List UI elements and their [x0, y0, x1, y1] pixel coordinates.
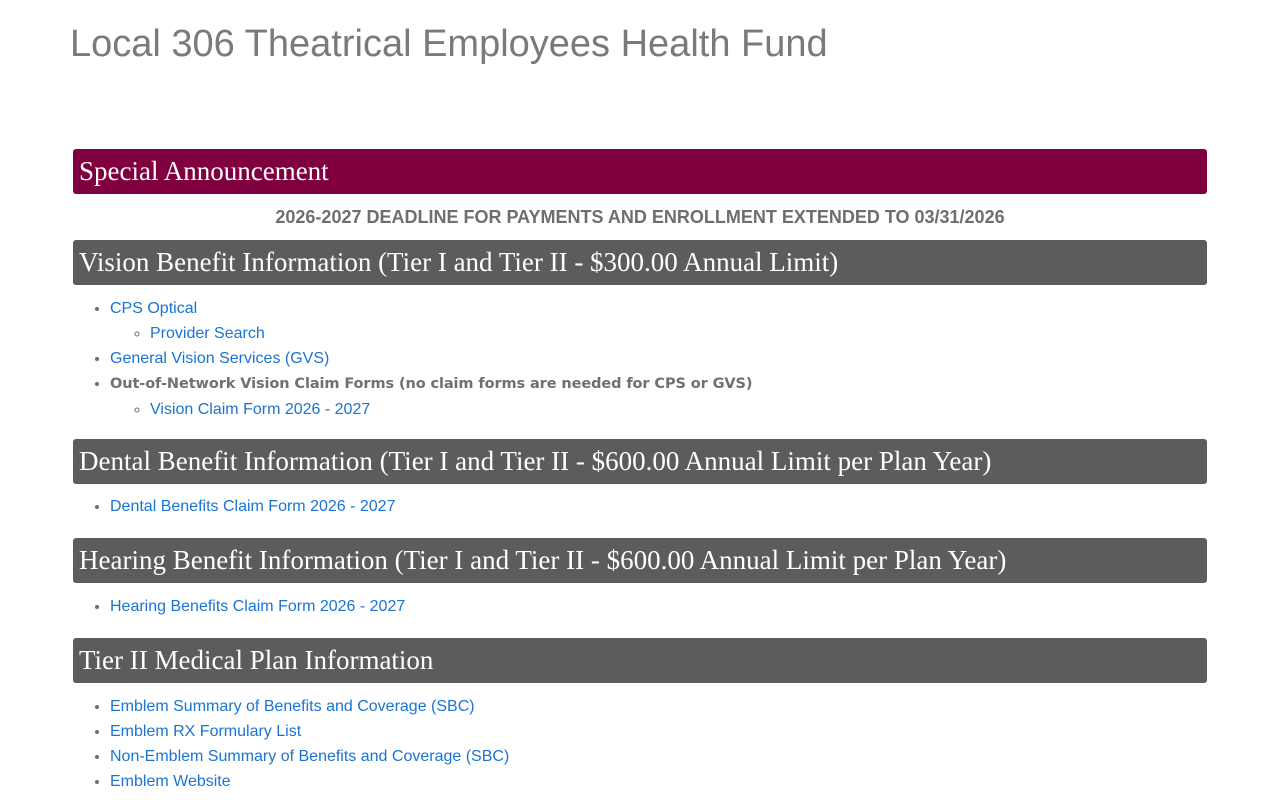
list-item — [110, 594, 405, 619]
vision-claim-form-link[interactable]: Vision Claim Form 2026 - 2027 — [150, 401, 371, 418]
list-item — [110, 371, 752, 422]
provider-search-link[interactable]: Provider Search — [150, 325, 265, 342]
oon-vision-label: Out-of-Network Vision Claim Forms (no claim forms are needed for CPS or GVS) — [110, 376, 753, 392]
oon-sublist — [110, 397, 752, 422]
site-title: Local 306 Theatrical Employees Health Fund — [70, 23, 828, 65]
emblem-sbc-link[interactable]: Emblem Summary of Benefits and Coverage (SBC) — [110, 698, 475, 715]
list-item — [110, 769, 509, 794]
gvs-link[interactable]: General Vision Services (GVS) — [110, 350, 330, 367]
dental-claim-form-link[interactable]: Dental Benefits Claim Form 2026 - 2027 — [110, 498, 396, 515]
emblem-rx-formulary-link[interactable]: Emblem RX Formulary List — [110, 723, 302, 740]
announcement-heading: Special Announcement — [73, 149, 1207, 194]
hearing-heading: Hearing Benefit Information (Tier I and Tier II - $600.00 Annual Limit per Plan Year) — [73, 538, 1207, 583]
hearing-list — [70, 594, 405, 619]
dental-list — [70, 494, 395, 519]
list-item — [110, 346, 752, 371]
hearing-claim-form-link[interactable]: Hearing Benefits Claim Form 2026 - 2027 — [110, 598, 406, 615]
announcement-text: 2026-2027 DEADLINE FOR PAYMENTS AND ENROLLMENT EXTENDED TO 03/31/2026 — [275, 207, 1005, 227]
dental-heading: Dental Benefit Information (Tier I and Tier II - $600.00 Annual Limit per Plan Year) — [73, 439, 1207, 484]
vision-heading: Vision Benefit Information (Tier I and Tier II - $300.00 Annual Limit) — [73, 240, 1207, 285]
list-item — [110, 744, 509, 769]
list-item — [150, 397, 752, 422]
non-emblem-sbc-link[interactable]: Non-Emblem Summary of Benefits and Coverage (SBC) — [110, 748, 510, 765]
list-item — [150, 321, 752, 346]
medical-list — [70, 694, 509, 794]
list-item — [110, 296, 752, 346]
medical-heading: Tier II Medical Plan Information — [73, 638, 1207, 683]
cps-optical-link[interactable]: CPS Optical — [110, 300, 198, 317]
emblem-website-link[interactable]: Emblem Website — [110, 773, 231, 790]
cps-sublist — [110, 321, 752, 346]
list-item — [110, 719, 509, 744]
list-item — [110, 494, 395, 519]
vision-list — [70, 296, 752, 422]
list-item — [110, 694, 509, 719]
